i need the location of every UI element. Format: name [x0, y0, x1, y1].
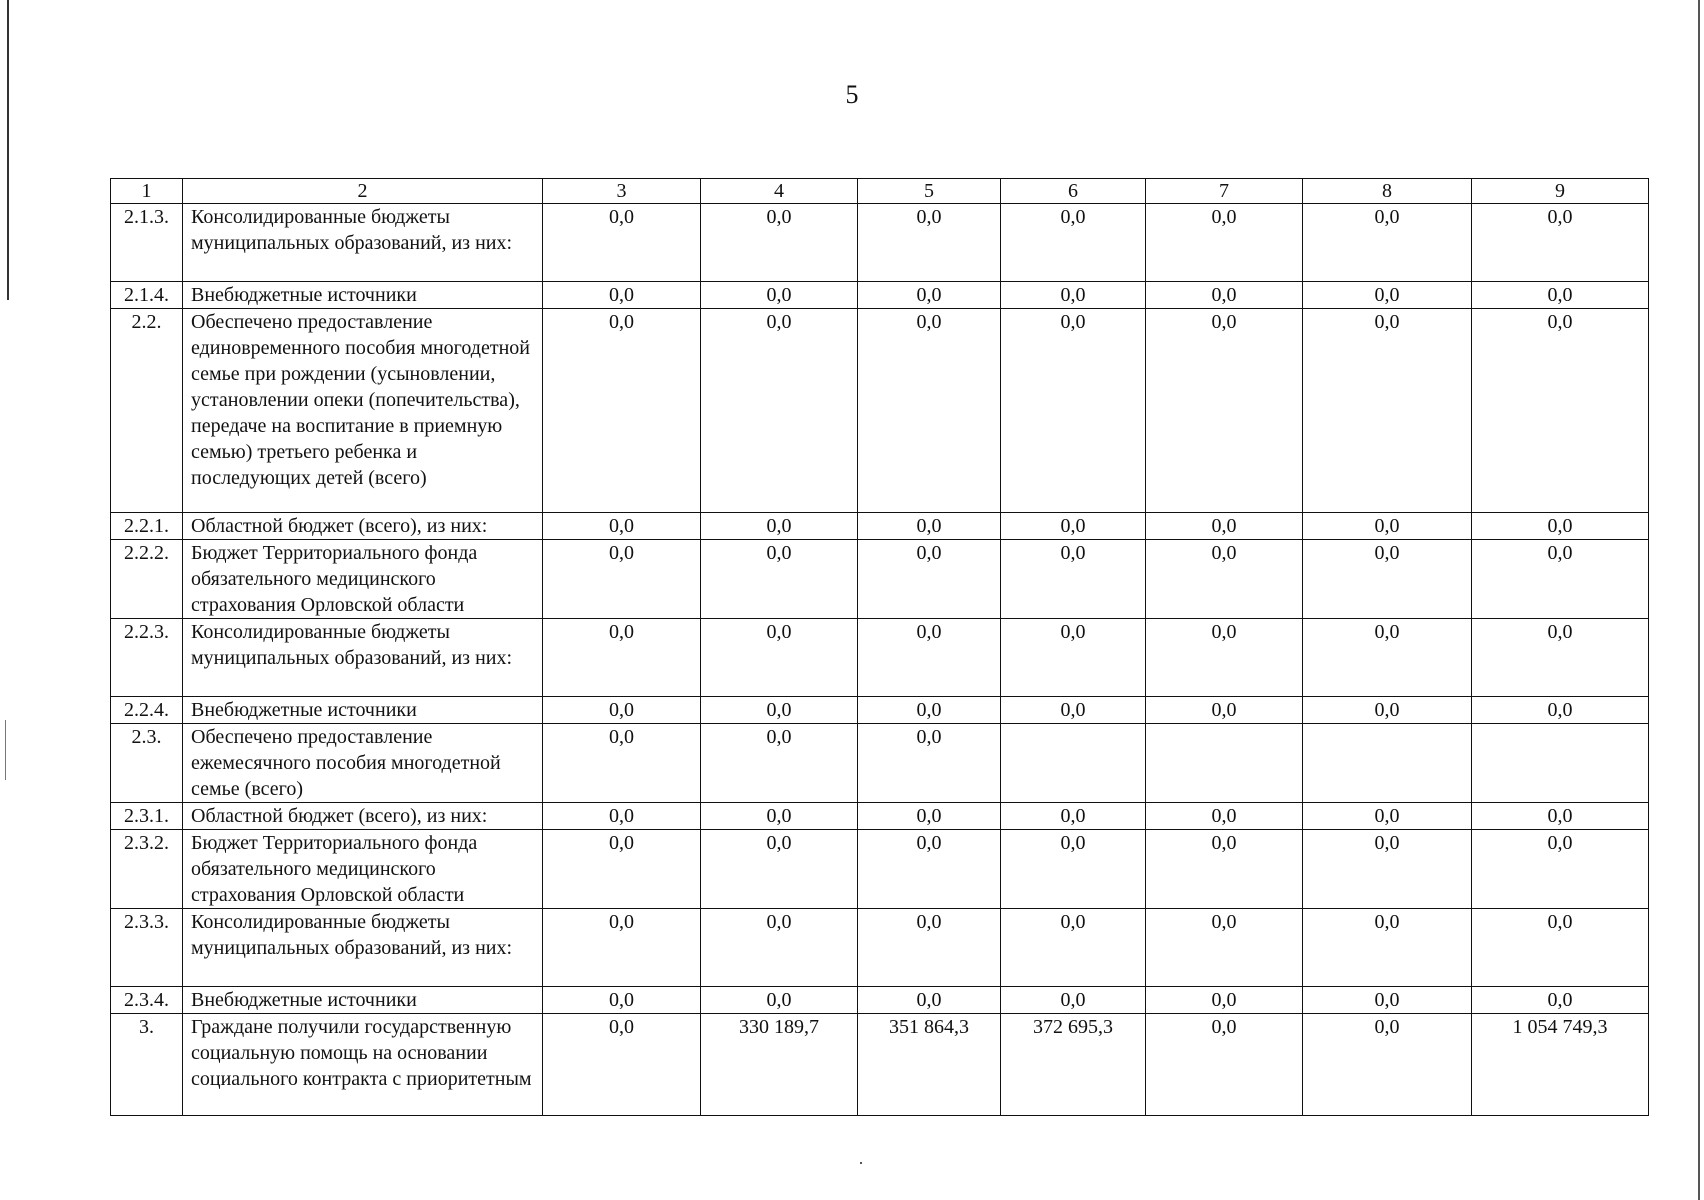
- value-cell: 0,0: [1303, 513, 1472, 540]
- value-cell: 0,0: [1001, 987, 1146, 1014]
- value-cell: 0,0: [1146, 830, 1303, 909]
- value-cell: 0,0: [1472, 987, 1649, 1014]
- value-cell: 0,0: [1146, 309, 1303, 513]
- value-cell: [1303, 724, 1472, 803]
- row-description-cell: Внебюджетные источники: [183, 282, 543, 309]
- value-cell: 0,0: [543, 697, 701, 724]
- row-description-cell: Областной бюджет (всего), из них:: [183, 803, 543, 830]
- value-cell: 0,0: [1472, 513, 1649, 540]
- table-body: [111, 179, 1649, 1116]
- value-cell: 0,0: [543, 803, 701, 830]
- value-cell: 0,0: [1472, 619, 1649, 697]
- value-cell: 0,0: [858, 724, 1001, 803]
- value-cell: 0,0: [858, 697, 1001, 724]
- table-row: [111, 803, 1649, 830]
- row-number-cell: 2.3.2.: [111, 830, 183, 909]
- value-cell: 0,0: [1146, 282, 1303, 309]
- value-cell: 0,0: [1303, 697, 1472, 724]
- header-cell: 6: [1001, 179, 1146, 204]
- value-cell: 0,0: [701, 724, 858, 803]
- header-cell: 3: [543, 179, 701, 204]
- row-number-cell: 2.3.: [111, 724, 183, 803]
- row-number-cell: 2.3.4.: [111, 987, 183, 1014]
- value-cell: 0,0: [1146, 513, 1303, 540]
- header-cell: 7: [1146, 179, 1303, 204]
- table-row: [111, 540, 1649, 619]
- row-number-cell: 3.: [111, 1014, 183, 1116]
- value-cell: 0,0: [1146, 204, 1303, 282]
- value-cell: 0,0: [1146, 909, 1303, 987]
- row-description-cell: Внебюджетные источники: [183, 697, 543, 724]
- value-cell: 0,0: [543, 309, 701, 513]
- value-cell: 0,0: [543, 204, 701, 282]
- value-cell: 0,0: [701, 540, 858, 619]
- value-cell: 0,0: [1303, 909, 1472, 987]
- value-cell: 0,0: [543, 724, 701, 803]
- value-cell: 0,0: [543, 909, 701, 987]
- row-number-cell: 2.2.4.: [111, 697, 183, 724]
- row-description-cell: Областной бюджет (всего), из них:: [183, 513, 543, 540]
- scan-edge: [5, 720, 6, 780]
- value-cell: 0,0: [543, 619, 701, 697]
- value-cell: 0,0: [701, 987, 858, 1014]
- value-cell: 0,0: [1001, 803, 1146, 830]
- value-cell: 0,0: [1303, 1014, 1472, 1116]
- value-cell: 0,0: [858, 909, 1001, 987]
- row-number-cell: 2.3.1.: [111, 803, 183, 830]
- header-cell: 1: [111, 179, 183, 204]
- value-cell: 0,0: [1146, 697, 1303, 724]
- table-row: [111, 1014, 1649, 1116]
- header-row: [111, 179, 1649, 204]
- value-cell: [1146, 724, 1303, 803]
- table-row: [111, 513, 1649, 540]
- value-cell: 0,0: [858, 803, 1001, 830]
- value-cell: 0,0: [858, 987, 1001, 1014]
- value-cell: 0,0: [1303, 204, 1472, 282]
- value-cell: 0,0: [1001, 513, 1146, 540]
- value-cell: 0,0: [1303, 803, 1472, 830]
- table-row: [111, 309, 1649, 513]
- value-cell: 0,0: [1001, 909, 1146, 987]
- value-cell: 0,0: [1146, 1014, 1303, 1116]
- page-number: 5: [845, 80, 859, 109]
- value-cell: 0,0: [1472, 540, 1649, 619]
- value-cell: 0,0: [701, 619, 858, 697]
- table-row: [111, 697, 1649, 724]
- value-cell: 0,0: [858, 513, 1001, 540]
- row-description-cell: Внебюджетные источники: [183, 987, 543, 1014]
- value-cell: 0,0: [701, 282, 858, 309]
- table-row: [111, 282, 1649, 309]
- value-cell: 0,0: [1001, 697, 1146, 724]
- value-cell: 0,0: [1472, 204, 1649, 282]
- value-cell: 0,0: [858, 830, 1001, 909]
- row-description-cell: Бюджет Территориального фонда обязательного медицинского страхования Орловской области: [183, 540, 543, 619]
- header-cell: 5: [858, 179, 1001, 204]
- row-number-cell: 2.2.1.: [111, 513, 183, 540]
- value-cell: 351 864,3: [858, 1014, 1001, 1116]
- value-cell: [1472, 724, 1649, 803]
- row-description-cell: Обеспечено предоставление единовременного пособия многодетной семье при рождении (усыновлении, установлении опеки (попечительства), передаче на воспитание в приемную семью) третьего ребенка и последующих детей (всего): [183, 309, 543, 513]
- value-cell: 0,0: [543, 540, 701, 619]
- value-cell: 0,0: [701, 909, 858, 987]
- value-cell: 0,0: [1303, 830, 1472, 909]
- value-cell: 0,0: [1146, 619, 1303, 697]
- row-number-cell: 2.2.: [111, 309, 183, 513]
- value-cell: 0,0: [1472, 830, 1649, 909]
- value-cell: 372 695,3: [1001, 1014, 1146, 1116]
- table-row: [111, 830, 1649, 909]
- value-cell: 0,0: [1146, 803, 1303, 830]
- value-cell: 0,0: [543, 513, 701, 540]
- table-row: [111, 987, 1649, 1014]
- value-cell: 0,0: [1472, 309, 1649, 513]
- value-cell: 0,0: [543, 830, 701, 909]
- row-description-cell: Обеспечено предоставление ежемесячного пособия многодетной семье (всего): [183, 724, 543, 803]
- value-cell: 330 189,7: [701, 1014, 858, 1116]
- row-description-cell: Консолидированные бюджеты муниципальных образований, из них:: [183, 204, 543, 282]
- value-cell: 0,0: [1303, 987, 1472, 1014]
- budget-table: [110, 178, 1649, 1116]
- value-cell: 0,0: [701, 803, 858, 830]
- value-cell: 0,0: [543, 1014, 701, 1116]
- value-cell: 0,0: [1001, 282, 1146, 309]
- value-cell: 0,0: [1472, 803, 1649, 830]
- value-cell: 0,0: [543, 987, 701, 1014]
- value-cell: 0,0: [1001, 619, 1146, 697]
- value-cell: 0,0: [1303, 619, 1472, 697]
- header-cell: 9: [1472, 179, 1649, 204]
- value-cell: 0,0: [701, 204, 858, 282]
- value-cell: 0,0: [1001, 309, 1146, 513]
- value-cell: 0,0: [1472, 909, 1649, 987]
- table-row: [111, 619, 1649, 697]
- value-cell: 0,0: [1303, 282, 1472, 309]
- row-description-cell: Граждане получили государственную социальную помощь на основании социального контракта с приоритетным: [183, 1014, 543, 1116]
- header-cell: 2: [183, 179, 543, 204]
- value-cell: 0,0: [1472, 282, 1649, 309]
- header-cell: 4: [701, 179, 858, 204]
- scan-edge: [1698, 0, 1700, 1200]
- table-row: [111, 724, 1649, 803]
- row-number-cell: 2.1.3.: [111, 204, 183, 282]
- table-row: [111, 909, 1649, 987]
- value-cell: 0,0: [701, 309, 858, 513]
- value-cell: 0,0: [858, 309, 1001, 513]
- value-cell: 0,0: [701, 697, 858, 724]
- row-number-cell: 2.2.3.: [111, 619, 183, 697]
- row-description-cell: Консолидированные бюджеты муниципальных образований, из них:: [183, 619, 543, 697]
- value-cell: 0,0: [701, 513, 858, 540]
- value-cell: 0,0: [543, 282, 701, 309]
- value-cell: 0,0: [701, 830, 858, 909]
- value-cell: 0,0: [1146, 540, 1303, 619]
- value-cell: 0,0: [1001, 540, 1146, 619]
- value-cell: 0,0: [1001, 830, 1146, 909]
- value-cell: 0,0: [858, 204, 1001, 282]
- header-cell: 8: [1303, 179, 1472, 204]
- value-cell: 0,0: [1001, 204, 1146, 282]
- row-number-cell: 2.1.4.: [111, 282, 183, 309]
- row-number-cell: 2.2.2.: [111, 540, 183, 619]
- value-cell: 0,0: [858, 540, 1001, 619]
- value-cell: 0,0: [1303, 309, 1472, 513]
- table-row: [111, 204, 1649, 282]
- value-cell: 0,0: [858, 619, 1001, 697]
- scan-edge: [7, 0, 9, 300]
- value-cell: 0,0: [1472, 697, 1649, 724]
- row-description-cell: Бюджет Территориального фонда обязательного медицинского страхования Орловской области: [183, 830, 543, 909]
- value-cell: 0,0: [1303, 540, 1472, 619]
- row-description-cell: Консолидированные бюджеты муниципальных образований, из них:: [183, 909, 543, 987]
- value-cell: [1001, 724, 1146, 803]
- scan-speck: [860, 1162, 862, 1164]
- value-cell: 0,0: [858, 282, 1001, 309]
- row-number-cell: 2.3.3.: [111, 909, 183, 987]
- value-cell: 1 054 749,3: [1472, 1014, 1649, 1116]
- value-cell: 0,0: [1146, 987, 1303, 1014]
